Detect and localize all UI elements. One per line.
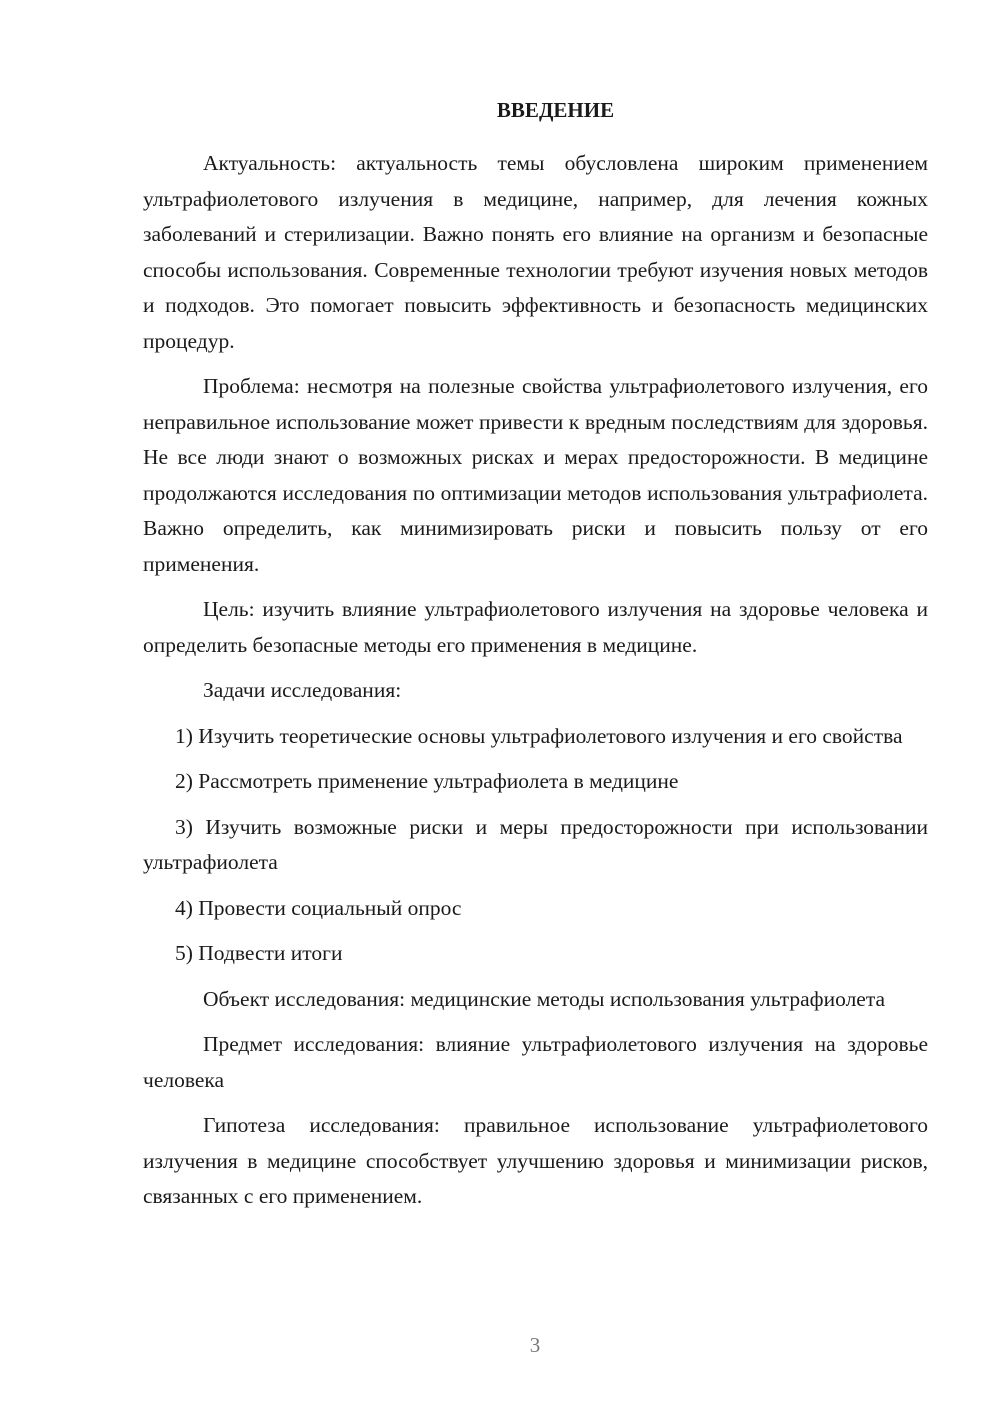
- task-item-4: 4) Провести социальный опрос: [175, 895, 462, 920]
- document-page: [143, 92, 928, 1225]
- page-number: 3: [529, 1333, 541, 1357]
- task-item-1: 1) Изучить теоретические основы ультрафиолетового излучения и его свойства: [175, 723, 903, 748]
- task-item-3: 3) Изучить возможные риски и меры предосторожности при использовании ультрафиолета: [143, 814, 928, 874]
- task-item-2: 2) Рассмотреть применение ультрафиолета в медицине: [175, 769, 679, 793]
- paragraph-relevance: Актуальность: актуальность темы обусловлена широким применением ультрафиолетового излучения в медицине, например, для лечения кожных заболеваний и стерилизации. Важно понять его влияние на организм и безопасные способы использования. Современные технологии требуют изучения новых методов и подходов. Это помогает повысить эффективность и безопасность медицинских процедур.: [143, 151, 928, 353]
- paragraph-goal: Цель: изучить влияние ультрафиолетового излучения на здоровье человека и определить безопасные методы его применения в медицине.: [143, 597, 928, 657]
- task-item-5: 5) Подвести итоги: [175, 941, 343, 965]
- paragraph-subject: Предмет исследования: влияние ультрафиолетового излучения на здоровье человека: [143, 1032, 928, 1092]
- paragraph-hypothesis: Гипотеза исследования: правильное использование ультрафиолетового излучения в медицине способствует улучшению здоровья и минимизации рисков, связанных с его применением.: [143, 1113, 928, 1208]
- tasks-heading: Задачи исследования:: [203, 678, 402, 702]
- paragraph-problem: Проблема: несмотря на полезные свойства ультрафиолетового излучения, его неправильное использование может привести к вредным последствиям для здоровья. Не все люди знают о возможных рисках и мерах предосторожности. В медицине продолжаются исследования по оптимизации методов использования ультрафиолета. Важно определить, как минимизировать риски и повысить пользу от его применения.: [143, 374, 928, 576]
- paragraph-object: Объект исследования: медицинские методы использования ультрафиолета: [203, 986, 886, 1011]
- section-title: ВВЕДЕНИЕ: [496, 98, 615, 122]
